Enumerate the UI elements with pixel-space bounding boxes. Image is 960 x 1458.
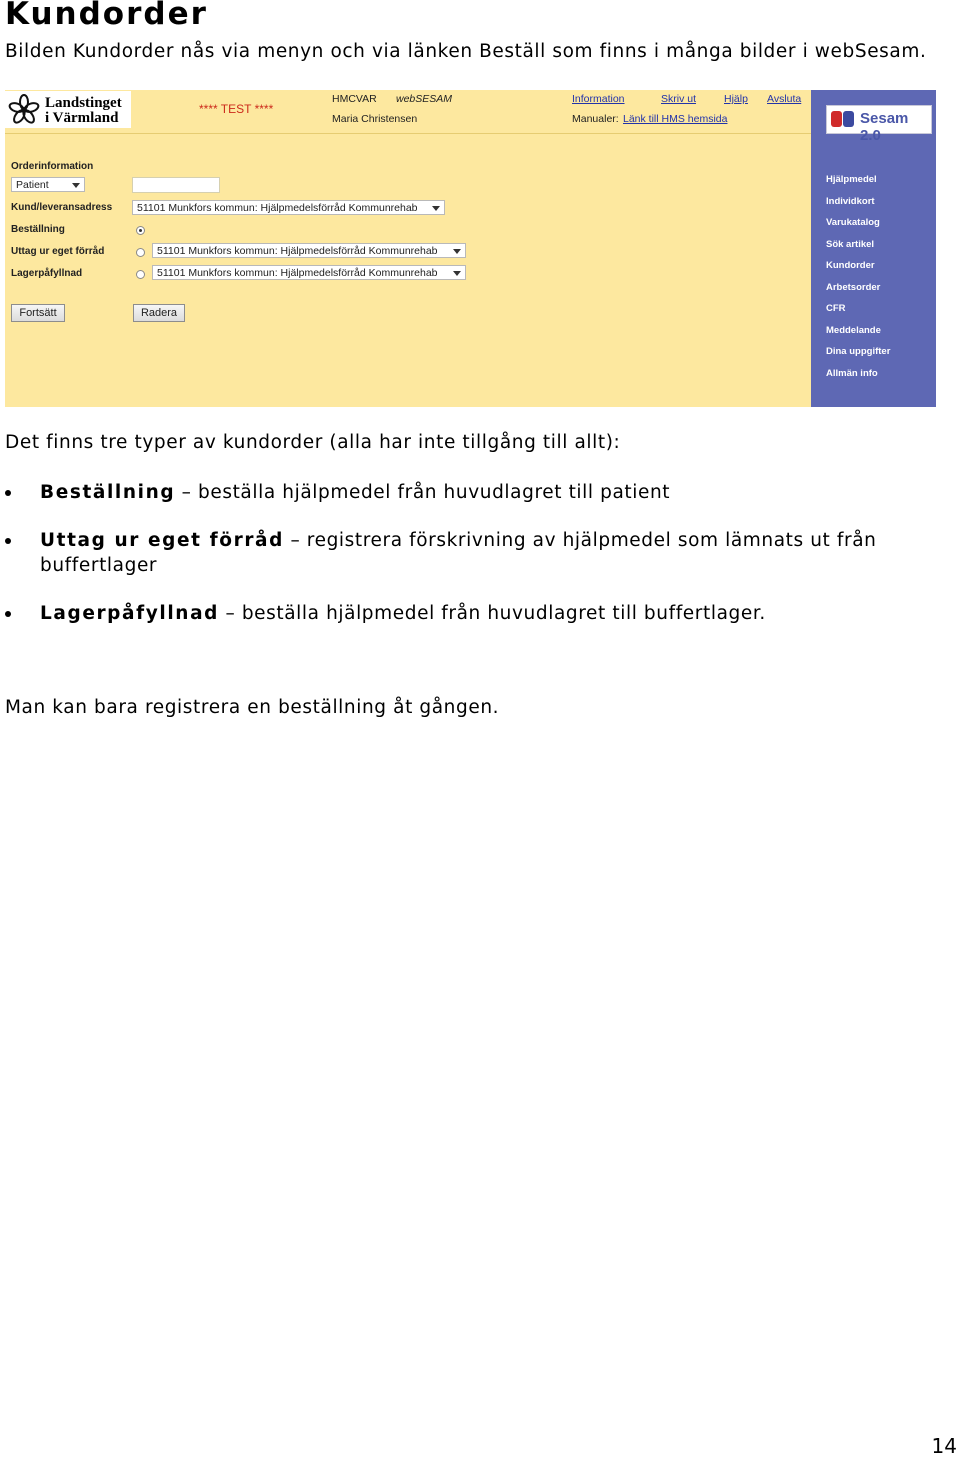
nav-item-meddelande[interactable]: Meddelande	[826, 325, 881, 336]
patient-select[interactable]	[11, 177, 85, 192]
bullet-desc: beställa hjälpmedel från huvudlagret till buffertlager.	[241, 603, 766, 624]
bullet-dash: –	[219, 603, 242, 624]
nav-item-hjalpmedel[interactable]: Hjälpmedel	[826, 174, 877, 185]
continue-button[interactable]: Fortsätt	[11, 304, 65, 322]
bullet-desc: beställa hjälpmedel från huvudlagret till patient	[198, 482, 671, 503]
types-intro: Det finns tre typer av kundorder (alla har inte tillgång till allt):	[5, 432, 621, 453]
chevron-down-icon	[453, 271, 461, 276]
nav-item-individkort[interactable]: Individkort	[826, 196, 875, 207]
search-input[interactable]	[132, 177, 220, 193]
refill-select[interactable]	[152, 265, 466, 280]
bullet-dash: –	[283, 530, 307, 551]
order-label: Beställning	[11, 224, 65, 235]
withdrawal-select[interactable]	[152, 243, 466, 258]
bullet-lagerpafyllnad	[40, 601, 940, 626]
chevron-down-icon	[432, 206, 440, 211]
bullet-dash: –	[175, 482, 199, 503]
patient-select-value: Patient	[16, 179, 49, 191]
chevron-down-icon	[453, 249, 461, 254]
websesam-screenshot	[5, 90, 936, 407]
bullet-icon	[5, 611, 11, 617]
system-name: HMCVAR	[332, 93, 377, 105]
nav-item-kundorder[interactable]: Kundorder	[826, 260, 875, 271]
bullet-uttag	[40, 528, 920, 578]
flower-logo-icon	[8, 94, 40, 126]
sesam-logo-text: Sesam 2.0	[860, 110, 909, 144]
chevron-down-icon	[72, 183, 80, 188]
refill-label: Lagerpåfyllnad	[11, 268, 83, 279]
app-name: webSESAM	[396, 93, 453, 105]
withdrawal-select-value: 51101 Munkfors kommun: Hjälpmedelsförråd Kommunrehab	[157, 245, 438, 257]
manual-label: Manualer:	[572, 113, 619, 125]
logout-link[interactable]: Avsluta	[767, 93, 802, 105]
print-link[interactable]: Skriv ut	[661, 93, 697, 105]
nav-item-allman-info[interactable]: Allmän info	[826, 368, 878, 379]
address-select-value: 51101 Munkfors kommun: Hjälpmedelsförråd Kommunrehab	[137, 202, 418, 214]
order-info-heading: Orderinformation	[11, 161, 94, 172]
delete-button[interactable]: Radera	[133, 304, 185, 322]
sesam-logo-icon	[830, 109, 856, 129]
page-number: 14	[931, 1434, 957, 1458]
bullet-term: Lagerpåfyllnad	[40, 603, 219, 624]
hms-website-link[interactable]: Länk till HMS hemsida	[623, 113, 728, 125]
bullet-icon	[5, 538, 11, 544]
nav-item-sok-artikel[interactable]: Sök artikel	[826, 239, 875, 250]
logo-line-1: Landstinget	[45, 95, 122, 111]
refill-select-value: 51101 Munkfors kommun: Hjälpmedelsförråd Kommunrehab	[157, 267, 438, 279]
sidebar-menu	[811, 90, 936, 407]
address-select[interactable]	[132, 200, 445, 215]
withdrawal-radio[interactable]	[136, 248, 145, 257]
information-link[interactable]: Information	[572, 93, 625, 105]
nav-item-arbetsorder[interactable]: Arbetsorder	[826, 282, 881, 293]
help-link[interactable]: Hjälp	[724, 93, 748, 105]
bullet-desc: registrera förskrivning av hjälpmedel som lämnats ut från buffertlager	[40, 530, 877, 576]
bullet-term: Uttag ur eget förråd	[40, 530, 284, 551]
intro-text: Bilden Kundorder nås via menyn och via länken Beställ som finns i många bilder i webSesam.	[5, 41, 927, 62]
logo-line-2: i Värmland	[45, 110, 119, 126]
sesam-logo	[826, 105, 932, 144]
order-radio[interactable]	[136, 226, 145, 235]
test-banner: **** TEST ****	[199, 102, 274, 116]
address-label: Kund/leveransadress	[11, 202, 113, 213]
landstinget-logo	[5, 91, 131, 128]
document-title: Kundorder	[5, 0, 208, 32]
nav-item-dina-uppgifter[interactable]: Dina uppgifter	[826, 346, 891, 357]
top-header	[5, 90, 811, 134]
user-name: Maria Christensen	[332, 113, 418, 125]
bullet-icon	[5, 490, 11, 496]
closing-text: Man kan bara registrera en beställning åt gången.	[5, 697, 500, 718]
bullet-bestallning	[40, 480, 940, 505]
refill-radio[interactable]	[136, 270, 145, 279]
withdrawal-label: Uttag ur eget förråd	[11, 246, 105, 257]
nav-item-cfr[interactable]: CFR	[826, 303, 846, 314]
nav-item-varukatalog[interactable]: Varukatalog	[826, 217, 880, 228]
bullet-term: Beställning	[40, 482, 176, 503]
